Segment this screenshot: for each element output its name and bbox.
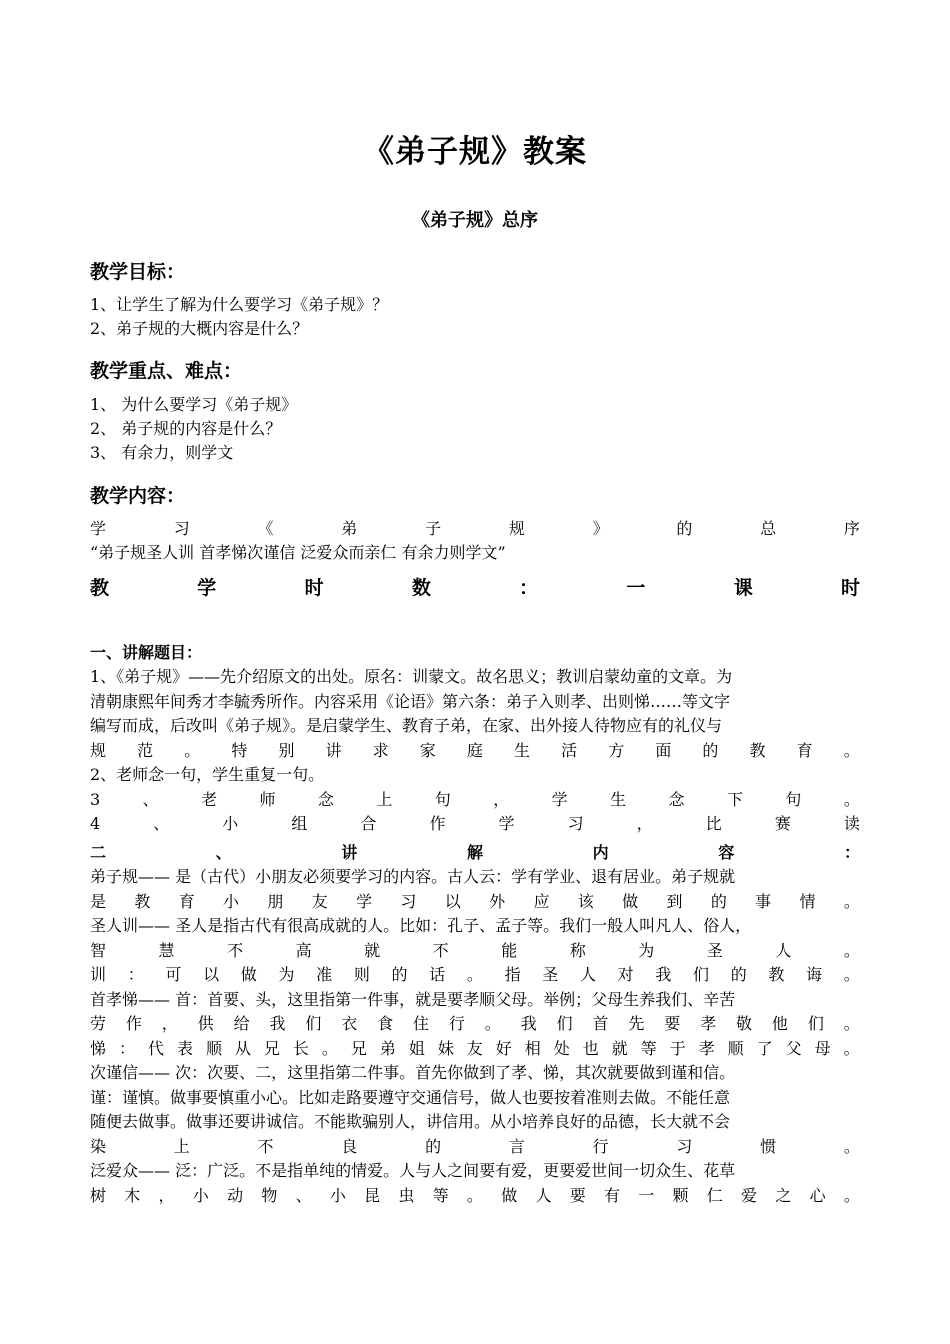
char: 学: [90, 519, 107, 538]
char: 比: [705, 814, 722, 833]
char: 弟: [379, 1038, 396, 1058]
char: 们: [693, 965, 710, 984]
text-line: [90, 890, 860, 914]
section1-heading: 一、讲解题目：: [90, 643, 203, 662]
char: 。: [843, 789, 860, 809]
char: 食: [377, 1014, 394, 1033]
char: 事: [755, 891, 772, 911]
char: 染: [90, 1136, 107, 1156]
char: 惯: [760, 1136, 777, 1156]
char: 人: [579, 965, 596, 984]
char: 树: [90, 1185, 107, 1205]
char: 课: [733, 577, 753, 599]
char: 人: [775, 940, 792, 960]
char: 读: [843, 814, 860, 833]
char: 作: [429, 814, 446, 833]
char: 昆: [364, 1185, 381, 1205]
char: ，: [158, 1185, 175, 1205]
char: 习: [567, 814, 584, 833]
char: 一: [638, 1185, 655, 1205]
char: 就: [611, 1038, 628, 1058]
char: 学: [356, 891, 373, 911]
char: 教: [749, 740, 766, 760]
text-line: [90, 739, 860, 763]
char: 顺: [205, 1038, 222, 1058]
char: 小: [329, 1185, 346, 1205]
char: 。: [843, 1136, 860, 1156]
char: 有: [603, 1185, 620, 1205]
char: 。: [466, 1185, 483, 1205]
char: 时: [840, 577, 860, 599]
char: 于: [669, 1038, 686, 1058]
char: 学: [551, 789, 568, 809]
char: 准: [316, 965, 333, 984]
char: 该: [577, 891, 594, 911]
char: 家: [419, 740, 436, 760]
char: 念: [668, 789, 685, 809]
char: 友: [466, 1038, 483, 1058]
char: 爱: [741, 1185, 758, 1205]
char: 。: [843, 1038, 860, 1058]
char: 为: [638, 940, 655, 960]
char: 外: [489, 891, 506, 911]
char: 行: [448, 1014, 465, 1033]
char: 规: [508, 519, 525, 538]
char: 应: [533, 891, 550, 911]
char: 。: [843, 940, 860, 960]
char: 对: [617, 965, 634, 984]
char: 圣: [706, 940, 723, 960]
char: 。: [843, 891, 860, 911]
char: 们: [305, 1014, 322, 1033]
char: 。: [484, 1014, 501, 1033]
char: 给: [233, 1014, 250, 1033]
char: 要: [569, 1185, 586, 1205]
char: 了: [756, 1038, 773, 1058]
text-line: 泛爱众—— 泛：广泛。不是指单纯的情爱。人与人之间要有爱，更要爱世间一切众生、花草: [90, 1161, 736, 1180]
char: ，: [161, 1014, 178, 1033]
char: 妹: [437, 1038, 454, 1058]
char: 不: [432, 940, 449, 960]
char: 合: [360, 814, 377, 833]
char: 良: [341, 1136, 358, 1156]
char: 以: [444, 891, 461, 911]
char: 作: [125, 1014, 142, 1033]
document-subtitle: 《弟子规》总序: [412, 210, 538, 231]
char: 朋: [267, 891, 284, 911]
char: 悌: [90, 1038, 107, 1058]
char: 智: [90, 940, 107, 960]
char: 的: [730, 965, 747, 984]
char: ，: [493, 789, 510, 809]
char: 要: [664, 1014, 681, 1033]
char: 兄: [263, 1038, 280, 1058]
char: 姐: [408, 1038, 425, 1058]
char: 内: [592, 843, 609, 862]
char: 的: [676, 519, 693, 538]
char: 不: [227, 940, 244, 960]
char: 木: [124, 1185, 141, 1205]
char: ：: [127, 965, 144, 984]
char: ：: [519, 577, 539, 599]
char: 数: [411, 577, 431, 599]
char: 表: [176, 1038, 193, 1058]
char: 他: [771, 1014, 788, 1033]
char: 育: [178, 891, 195, 911]
char: 生: [610, 789, 627, 809]
char: 习: [400, 891, 417, 911]
char: 等: [432, 1185, 449, 1205]
char: 孝: [698, 1038, 715, 1058]
char: 可: [165, 965, 182, 984]
char: 为: [278, 965, 295, 984]
char: 处: [553, 1038, 570, 1058]
char: 育: [796, 740, 813, 760]
content-verse: “弟子规圣人训 首孝悌次谨信 泛爱众而亲仁 有余力则学文”: [90, 543, 506, 562]
text-line: [90, 788, 860, 812]
char: 慧: [158, 940, 175, 960]
char: 下: [726, 789, 743, 809]
char: 做: [622, 891, 639, 911]
char: 、: [295, 1185, 312, 1205]
char: 》: [592, 519, 609, 538]
char: 特: [231, 740, 248, 760]
key-point-item: 3、 有余力，则学文: [90, 443, 234, 462]
char: 面: [655, 740, 672, 760]
goal-item: 1、让学生了解为什么要学习《弟子规》？: [90, 295, 389, 314]
char: 长: [292, 1038, 309, 1058]
key-point-item: 2、 弟子规的内容是什么？: [90, 419, 282, 438]
char: 衣: [341, 1014, 358, 1033]
text-line: 随便去做事。做事还要讲诚信。不能欺骗别人，讲信用。从小培养良好的品德，长大就不会: [90, 1112, 731, 1131]
char: 也: [582, 1038, 599, 1058]
text-line: 谨：谨慎。做事要慎重小心。比如走路要遵守交通信号，做人也要按着准则去做。不能任意: [90, 1087, 731, 1107]
char: 。: [321, 1038, 338, 1058]
char: 。: [843, 965, 860, 984]
char: 训: [90, 965, 107, 984]
char: ：: [118, 1038, 135, 1058]
char: 时: [304, 577, 324, 599]
char: 老: [201, 789, 218, 809]
char: 上: [376, 789, 393, 809]
char: 。: [184, 740, 201, 760]
char: 我: [269, 1014, 286, 1033]
char: 们: [807, 1014, 824, 1033]
char: 颗: [672, 1185, 689, 1205]
goals-heading: 教学目标：: [90, 261, 186, 283]
char: 称: [569, 940, 586, 960]
char: 3: [90, 789, 101, 809]
char: 劳: [90, 1014, 107, 1033]
char: 动: [227, 1185, 244, 1205]
char: 的: [391, 965, 408, 984]
char: 行: [592, 1136, 609, 1156]
char: 解: [466, 843, 483, 862]
char: 先: [628, 1014, 645, 1033]
char: 组: [291, 814, 308, 833]
char: 指: [504, 965, 521, 984]
char: 活: [561, 740, 578, 760]
char: 上: [173, 1136, 190, 1156]
char: 能: [501, 940, 518, 960]
char: 范: [137, 740, 154, 760]
text-line: [90, 939, 860, 963]
text-line: [90, 1012, 860, 1036]
text-line: 弟子规—— 是（古代）小朋友必须要学习的内容。古人云：学有学业、退有居业。弟子规就: [90, 867, 736, 886]
char: 话: [429, 965, 446, 984]
char: 方: [608, 740, 625, 760]
char: 诲: [806, 965, 823, 984]
char: 学: [498, 814, 515, 833]
char: 们: [556, 1014, 573, 1033]
char: 则: [353, 965, 370, 984]
char: 习: [676, 1136, 693, 1156]
char: 。: [843, 1185, 860, 1205]
text-line: 2、老师念一句，学生重复一句。: [90, 765, 325, 784]
key-point-item: 1、 为什么要学习《弟子规》: [90, 395, 298, 414]
char: 我: [655, 965, 672, 984]
char: 做: [501, 1185, 518, 1205]
document-title: 《弟子规》教案: [363, 134, 587, 170]
char: 到: [666, 891, 683, 911]
char: 、: [153, 814, 170, 833]
char: 兄: [350, 1038, 367, 1058]
char: 弟: [341, 519, 358, 538]
char: 顺: [727, 1038, 744, 1058]
char: 教: [768, 965, 785, 984]
char: 规: [90, 740, 107, 760]
char: 物: [261, 1185, 278, 1205]
char: 小: [223, 891, 240, 911]
char: 4: [90, 814, 101, 833]
char: 好: [495, 1038, 512, 1058]
char: 供: [197, 1014, 214, 1033]
char: 首: [592, 1014, 609, 1033]
char: 我: [520, 1014, 537, 1033]
char: 之: [775, 1185, 792, 1205]
char: 习: [173, 519, 190, 538]
text-line: 编写而成，后改叫《弟子规》。是启蒙学生、教育子弟，在家、出外接人待物应有的礼仪与: [90, 716, 723, 735]
text-line: 次谨信—— 次：次要、二，这里指第二件事。首先你做到了孝、悌，其次就要做到谨和信。: [90, 1063, 736, 1082]
char: 的: [425, 1136, 442, 1156]
key-points-heading: 教学重点、难点：: [90, 360, 243, 382]
char: 等: [640, 1038, 657, 1058]
char: 小: [192, 1185, 209, 1205]
teaching-hours: [90, 576, 860, 600]
char: 、: [215, 843, 232, 862]
char: 求: [372, 740, 389, 760]
char: 高: [295, 940, 312, 960]
char: 从: [234, 1038, 251, 1058]
text-line: [90, 812, 860, 836]
text-line: [90, 1184, 860, 1208]
char: 教: [134, 891, 151, 911]
char: 人: [535, 1185, 552, 1205]
text-line: [90, 963, 860, 987]
char: 的: [710, 891, 727, 911]
text-line: 圣人训—— 圣人是指古代有很高成就的人。比如：孔子、孟子等。我们一般人叫凡人、俗人，: [90, 916, 752, 935]
char: 圣: [542, 965, 559, 984]
char: 。: [843, 1014, 860, 1033]
char: 就: [364, 940, 381, 960]
char: 二: [90, 843, 107, 862]
char: 孝: [700, 1014, 717, 1033]
char: 别: [278, 740, 295, 760]
goal-item: 2、弟子规的大概内容是什么？: [90, 319, 309, 338]
char: 做: [240, 965, 257, 984]
char: 。: [466, 965, 483, 984]
char: 虫: [398, 1185, 415, 1205]
char: 师: [259, 789, 276, 809]
text-line: 首孝悌—— 首：首要、头，这里指第一件事，就是要孝顺父母。举例；父母生养我们、辛苦: [90, 989, 736, 1009]
char: 代: [147, 1038, 164, 1058]
char: 情: [799, 891, 816, 911]
char: 庭: [466, 740, 483, 760]
char: 不: [257, 1136, 274, 1156]
char: 小: [222, 814, 239, 833]
char: 以: [203, 965, 220, 984]
char: 。: [843, 740, 860, 760]
char: 是: [90, 891, 107, 911]
char: 念: [317, 789, 334, 809]
char: 敬: [736, 1014, 753, 1033]
char: 句: [785, 789, 802, 809]
char: 《: [257, 519, 274, 538]
text-line: 清朝康熙年间秀才李毓秀所作。内容采用《论语》第六条：弟子入则孝、出则悌……等文字: [90, 691, 731, 711]
char: 序: [843, 519, 860, 538]
char: ，: [636, 814, 653, 833]
char: 友: [311, 891, 328, 911]
char: 父: [785, 1038, 802, 1058]
char: 相: [524, 1038, 541, 1058]
char: 教: [90, 577, 110, 599]
char: 句: [434, 789, 451, 809]
char: 仁: [706, 1185, 723, 1205]
content-line: [90, 517, 860, 541]
char: 子: [425, 519, 442, 538]
char: ：: [843, 843, 860, 862]
char: 生: [513, 740, 530, 760]
char: 住: [413, 1014, 430, 1033]
char: 总: [760, 519, 777, 538]
char: 言: [508, 1136, 525, 1156]
section2-heading: [90, 841, 860, 865]
char: 的: [702, 740, 719, 760]
text-line: 1、《弟子规》——先介绍原文的出处。原名：训蒙文。故名思义；教训启蒙幼童的文章。为: [90, 667, 733, 686]
text-line: [90, 1135, 860, 1159]
text-line: [90, 1037, 860, 1061]
char: 讲: [325, 740, 342, 760]
char: 讲: [341, 843, 358, 862]
char: 、: [142, 789, 159, 809]
char: 学: [197, 577, 217, 599]
char: 心: [809, 1185, 826, 1205]
char: 容: [718, 843, 735, 862]
content-heading: 教学内容：: [90, 485, 186, 507]
char: 一: [626, 577, 646, 599]
char: 赛: [774, 814, 791, 833]
char: 母: [814, 1038, 831, 1058]
